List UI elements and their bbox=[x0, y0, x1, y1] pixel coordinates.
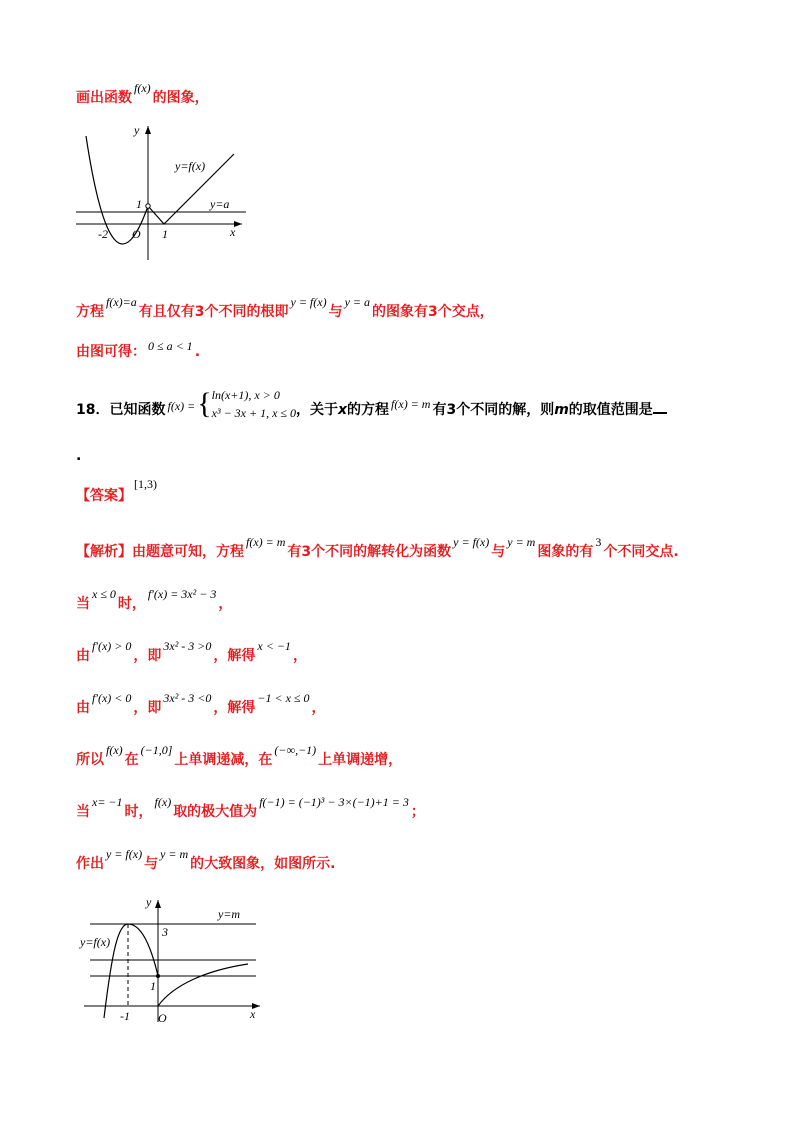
var-x: x bbox=[338, 402, 348, 418]
text: 的图象有3个交点， bbox=[372, 304, 494, 320]
text: 有3个不同的解转化为函数 bbox=[287, 544, 452, 560]
origin-label: O bbox=[132, 227, 141, 241]
text: 与 bbox=[491, 544, 506, 560]
question-18 bbox=[76, 387, 667, 428]
text: ，即 bbox=[133, 700, 162, 716]
text: 作出 bbox=[76, 856, 104, 872]
text: 在 bbox=[124, 752, 139, 768]
math: y = m bbox=[160, 847, 189, 861]
line-label: y=a bbox=[210, 197, 230, 211]
text: ，解得 bbox=[213, 700, 256, 716]
text: 由 bbox=[76, 700, 90, 716]
text: 有3个不同的解，则 bbox=[432, 402, 555, 418]
text: 图象的有 bbox=[537, 544, 594, 560]
var-m: m bbox=[554, 402, 569, 418]
analysis-label: 【解析】由题意可知，方程 bbox=[76, 544, 244, 560]
math: y = m bbox=[507, 535, 536, 549]
question-number: 18．已知函数 bbox=[76, 402, 166, 418]
text: 的方程 bbox=[347, 402, 390, 418]
answer-blank bbox=[653, 400, 667, 414]
text: 取的极大值为 bbox=[173, 804, 258, 820]
text: ； bbox=[410, 804, 425, 820]
text: 与 bbox=[144, 856, 159, 872]
math: x < −1 bbox=[257, 639, 291, 653]
math: (−1,0] bbox=[140, 743, 173, 757]
text: 由 bbox=[76, 648, 90, 664]
math: f(−1) = (−1)³ − 3×(−1)+1 = 3 bbox=[259, 795, 409, 809]
graph-2 bbox=[78, 892, 268, 1028]
answer-value: [1,3) bbox=[134, 477, 157, 491]
math: (−∞,−1) bbox=[274, 743, 317, 757]
tick-1: 1 bbox=[162, 227, 168, 241]
text: 时， bbox=[117, 596, 146, 612]
text: 有且仅有3个不同的根即 bbox=[138, 304, 289, 320]
math: f(x) = m bbox=[391, 397, 431, 411]
text-line-1 bbox=[76, 81, 209, 108]
math: −1 < x ≤ 0 bbox=[257, 691, 310, 705]
text: 个不同交点. bbox=[603, 544, 679, 560]
math-fx: f(x) bbox=[134, 81, 151, 95]
math: y = f(x) bbox=[453, 535, 490, 549]
tick-neg1: -1 bbox=[120, 1009, 130, 1023]
step-2 bbox=[76, 639, 307, 666]
text-line-2 bbox=[76, 295, 494, 322]
graph-1 bbox=[70, 118, 250, 268]
math: 0 ≤ a < 1 bbox=[148, 339, 193, 353]
text-line-3 bbox=[76, 339, 201, 362]
math: 3x² - 3 <0 bbox=[163, 691, 212, 705]
text: . bbox=[194, 344, 201, 360]
curve-label: y=f(x) bbox=[80, 935, 111, 949]
math: f′(x) < 0 bbox=[92, 691, 132, 705]
ytick-1: 1 bbox=[136, 197, 142, 211]
text: 当 bbox=[76, 596, 90, 612]
math: x ≤ 0 bbox=[92, 587, 116, 601]
text: ，关于 bbox=[296, 402, 338, 418]
y-axis-label: y bbox=[146, 895, 152, 909]
step-5 bbox=[76, 795, 425, 822]
math: f(x) = m bbox=[246, 535, 286, 549]
ytick-3: 3 bbox=[162, 925, 168, 939]
tick-neg2: -2 bbox=[98, 227, 108, 241]
text: 上单调递增， bbox=[318, 752, 403, 768]
line-label: y=m bbox=[218, 907, 241, 921]
text: 所以 bbox=[76, 752, 104, 768]
x-axis-label: x bbox=[230, 225, 236, 239]
text: 方程 bbox=[76, 304, 104, 320]
math: f(x) bbox=[106, 743, 123, 757]
text: 与 bbox=[328, 304, 343, 320]
case-2: x³ − 3x + 1, x ≤ 0 bbox=[211, 406, 296, 420]
answer-label: 【答案】 bbox=[76, 488, 132, 504]
ytick-1: 1 bbox=[150, 979, 156, 993]
step-6 bbox=[76, 847, 336, 874]
text: 时， bbox=[124, 804, 153, 820]
curve-label: y=f(x) bbox=[175, 159, 206, 173]
math: 3 bbox=[595, 535, 602, 549]
text: 的图象， bbox=[152, 90, 209, 106]
text: ， bbox=[218, 596, 233, 612]
math: f(x)=a bbox=[106, 295, 137, 309]
math: f(x) = bbox=[167, 399, 196, 413]
text: ， bbox=[311, 700, 326, 716]
answer-line bbox=[76, 477, 159, 506]
step-4 bbox=[76, 743, 403, 770]
math: y = f(x) bbox=[290, 295, 327, 309]
x-axis-label: x bbox=[250, 1007, 256, 1021]
case-1: ln(x+1), x > 0 bbox=[211, 388, 280, 402]
text: ，解得 bbox=[213, 648, 256, 664]
text: 由图可得： bbox=[76, 344, 146, 360]
math: f′(x) > 0 bbox=[92, 639, 132, 653]
y-axis-label: y bbox=[134, 123, 140, 137]
math: f′(x) = 3x² − 3 bbox=[147, 587, 217, 601]
text: 上单调递减，在 bbox=[174, 752, 273, 768]
text: ， bbox=[292, 648, 307, 664]
math: y = f(x) bbox=[106, 847, 143, 861]
text: 的大致图象，如图所示. bbox=[190, 856, 336, 872]
math: y = a bbox=[344, 295, 371, 309]
analysis-line bbox=[76, 535, 679, 562]
text: 画出函数 bbox=[76, 90, 132, 106]
text: 当 bbox=[76, 804, 90, 820]
text: 的取值范围是 bbox=[568, 402, 653, 418]
question-18-end: . bbox=[76, 448, 82, 464]
piecewise-function: {ln(x+1), x > 0 x³ − 3x + 1, x ≤ 0 bbox=[197, 387, 296, 420]
math: f(x) bbox=[154, 795, 172, 809]
step-1 bbox=[76, 587, 233, 614]
math: 3x² - 3 >0 bbox=[163, 639, 212, 653]
text: ，即 bbox=[133, 648, 162, 664]
origin-label: O bbox=[158, 1011, 167, 1025]
step-3 bbox=[76, 691, 326, 718]
math: x= −1 bbox=[92, 795, 123, 809]
